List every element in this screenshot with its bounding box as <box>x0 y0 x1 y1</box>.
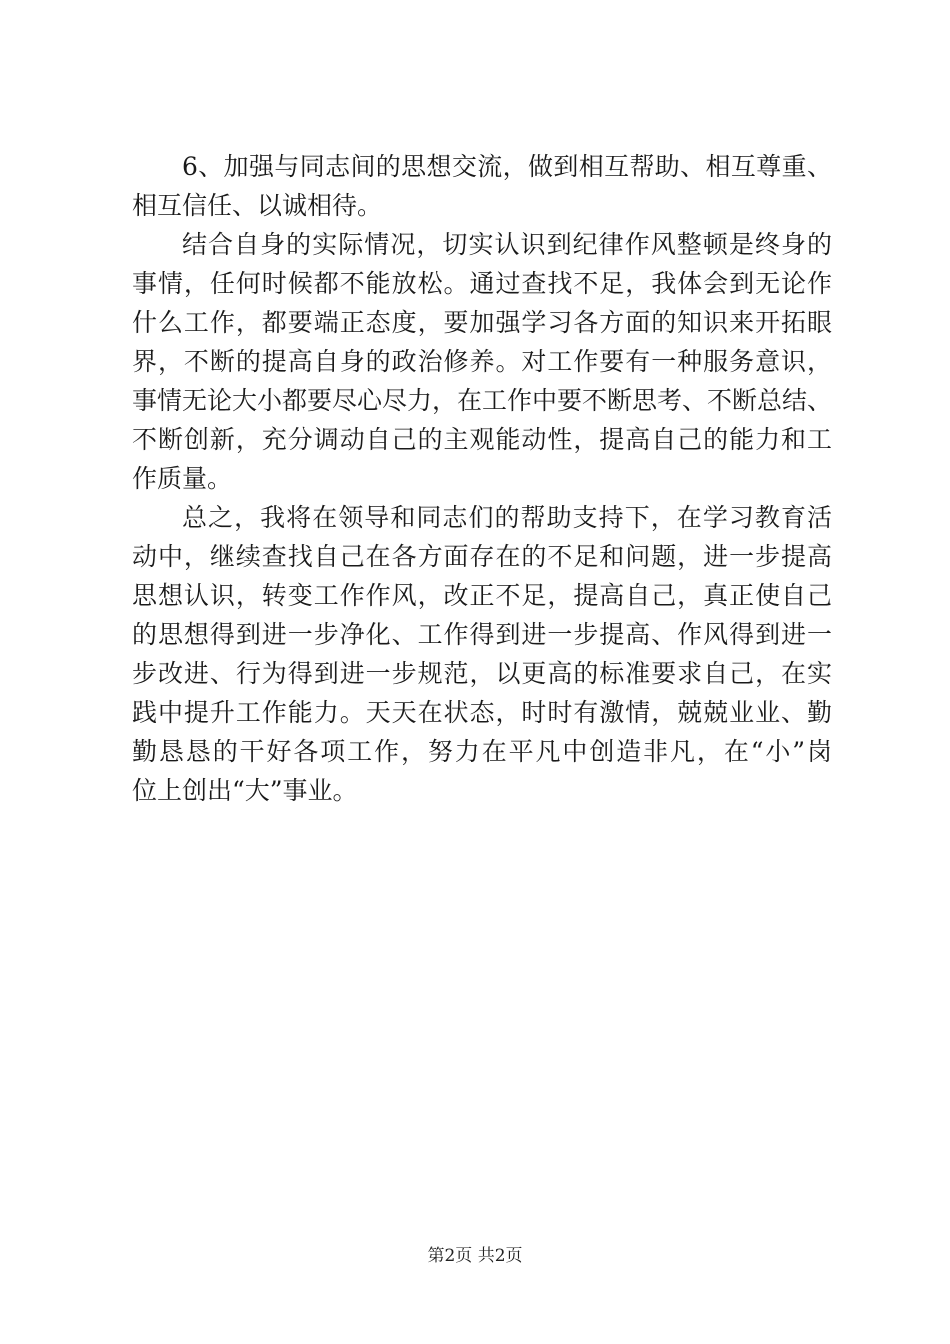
paragraph-2-line-6: 不断创新，充分调动自己的主观能动性，提高自己的能力和工 <box>132 425 832 454</box>
paragraph-3-line-8: 位上创出“大”事业。 <box>132 776 358 805</box>
paragraph-3-line-6: 践中提升工作能力。天天在状态，时时有激情，兢兢业业、勤 <box>132 698 832 727</box>
paragraph-3-line-4: 的思想得到进一步净化、工作得到进一步提高、作风得到进一 <box>132 620 832 649</box>
paragraph-3-line-2: 动中，继续查找自己在各方面存在的不足和问题，进一步提高 <box>132 542 832 571</box>
paragraph-1-line-1: 6、加强与同志间的思想交流，做到相互帮助、相互尊重、 <box>182 152 832 181</box>
paragraph-3-line-5: 步改进、行为得到进一步规范，以更高的标准要求自己，在实 <box>132 659 832 688</box>
paragraph-1-line-2: 相互信任、以诚相待。 <box>132 191 383 220</box>
paragraph-2-line-1: 结合自身的实际情况，切实认识到纪律作风整顿是终身的 <box>182 230 832 259</box>
paragraph-3-line-7: 勤恳恳的干好各项工作，努力在平凡中创造非凡，在“小”岗 <box>132 737 832 766</box>
paragraph-2-line-4: 界，不断的提高自身的政治修养。对工作要有一种服务意识， <box>132 347 832 376</box>
page-number-footer: 第2页 共2页 <box>427 1246 523 1266</box>
paragraph-2-line-2: 事情，任何时候都不能放松。通过查找不足，我体会到无论作 <box>132 269 832 298</box>
paragraph-2-line-7: 作质量。 <box>132 464 233 493</box>
document-body <box>132 147 832 810</box>
paragraph-3-line-1: 总之，我将在领导和同志们的帮助支持下，在学习教育活 <box>182 503 832 532</box>
paragraph-2-line-3: 什么工作，都要端正态度，要加强学习各方面的知识来开拓眼 <box>132 308 832 337</box>
paragraph-2-line-5: 事情无论大小都要尽心尽力，在工作中要不断思考、不断总结、 <box>132 386 833 415</box>
paragraph-3-line-3: 思想认识，转变工作作风，改正不足，提高自己，真正使自己 <box>132 581 832 610</box>
